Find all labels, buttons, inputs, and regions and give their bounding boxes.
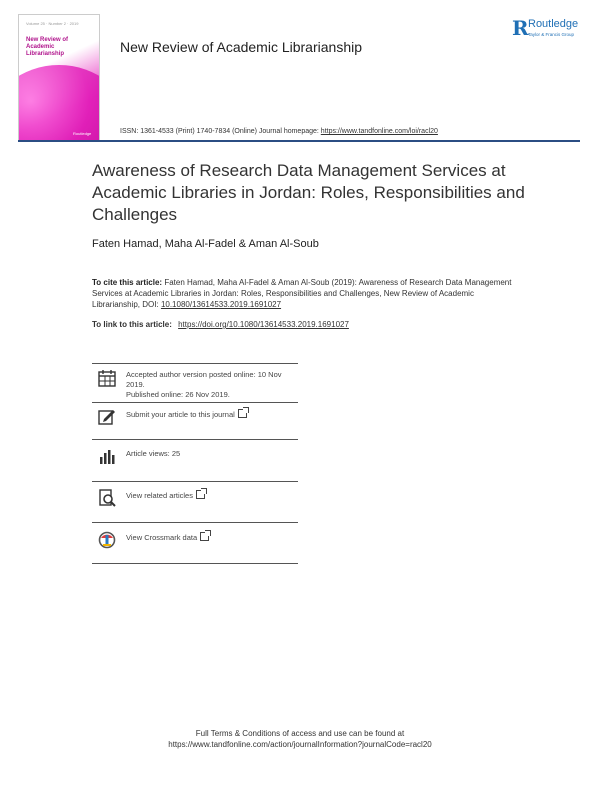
citation-text: Faten Hamad, Maha Al-Fadel & Aman Al-Soub (2019): Awareness of Research Data Management Services at Academic Libraries in Jordan: Roles, Responsibilities and Challenges, New Review of Academic Librarianship, DOI: <box>92 278 512 309</box>
panel-divider <box>92 481 298 482</box>
link-label: To link to this article: <box>92 320 172 329</box>
footer-terms: Full Terms & Conditions of access and use can be found at <box>195 729 405 738</box>
submit-article-link[interactable]: Submit your article to this journal <box>126 410 235 419</box>
issn-line: ISSN: 1361-4533 (Print) 1740-7834 (Online) Journal homepage: https://www.tandfonline.com/loi/racl20 <box>120 128 438 135</box>
footer-link[interactable]: https://www.tandfonline.com/action/journalInformation?journalCode=racl20 <box>168 740 432 749</box>
publisher-logo <box>512 16 594 48</box>
bar-chart-icon <box>98 448 116 466</box>
routledge-r-icon: R <box>512 16 529 40</box>
cover-publisher-mark: Routledge <box>73 131 92 136</box>
article-views-row <box>92 448 298 476</box>
panel-divider <box>92 522 298 523</box>
external-link-icon <box>200 532 209 541</box>
article-link-block <box>92 320 349 329</box>
journal-name: New Review of Academic Librarianship <box>120 39 362 55</box>
header-divider <box>18 140 580 142</box>
accepted-date: Accepted author version posted online: 10 Nov 2019. <box>126 370 282 389</box>
panel-divider <box>92 439 298 440</box>
journal-cover <box>18 14 100 142</box>
article-views: Article views: 25 <box>126 449 181 458</box>
edit-icon <box>98 408 116 426</box>
footer <box>0 728 600 750</box>
article-doi-link[interactable]: https://doi.org/10.1080/13614533.2019.1691027 <box>178 320 349 329</box>
publication-dates <box>92 369 298 403</box>
published-date: Published online: 26 Nov 2019. <box>126 390 230 399</box>
publisher-name: Routledge <box>528 18 579 30</box>
citation-block <box>92 277 522 310</box>
cover-title: New Review of Academic Librarianship <box>26 37 69 57</box>
crossmark-icon <box>98 531 116 549</box>
citation-doi[interactable]: 10.1080/13614533.2019.1691027 <box>160 300 282 309</box>
citation-label: To cite this article: <box>92 278 163 287</box>
related-documents-icon <box>98 489 116 507</box>
external-link-icon <box>196 490 205 499</box>
cover-top-text: Volume 25 · Number 2 · 2019 <box>26 21 79 26</box>
submit-article-row[interactable] <box>92 408 298 436</box>
crossmark-row[interactable] <box>92 531 298 559</box>
panel-divider <box>92 363 298 364</box>
related-articles-link[interactable]: View related articles <box>126 491 193 500</box>
crossmark-link[interactable]: View Crossmark data <box>126 533 198 542</box>
related-articles-row[interactable] <box>92 489 298 517</box>
article-title: Awareness of Research Data Management Services at Academic Libraries in Jordan: Roles, Responsibilities and Challenges <box>92 161 525 224</box>
calendar-icon <box>98 369 116 387</box>
external-link-icon <box>238 409 247 418</box>
publisher-tagline: Taylor & Francis Group <box>528 32 575 37</box>
panel-divider <box>92 402 298 403</box>
journal-homepage-link[interactable]: https://www.tandfonline.com/loi/racl20 <box>320 128 438 135</box>
panel-divider <box>92 563 298 564</box>
article-authors: Faten Hamad, Maha Al-Fadel & Aman Al-Soub <box>92 238 319 250</box>
